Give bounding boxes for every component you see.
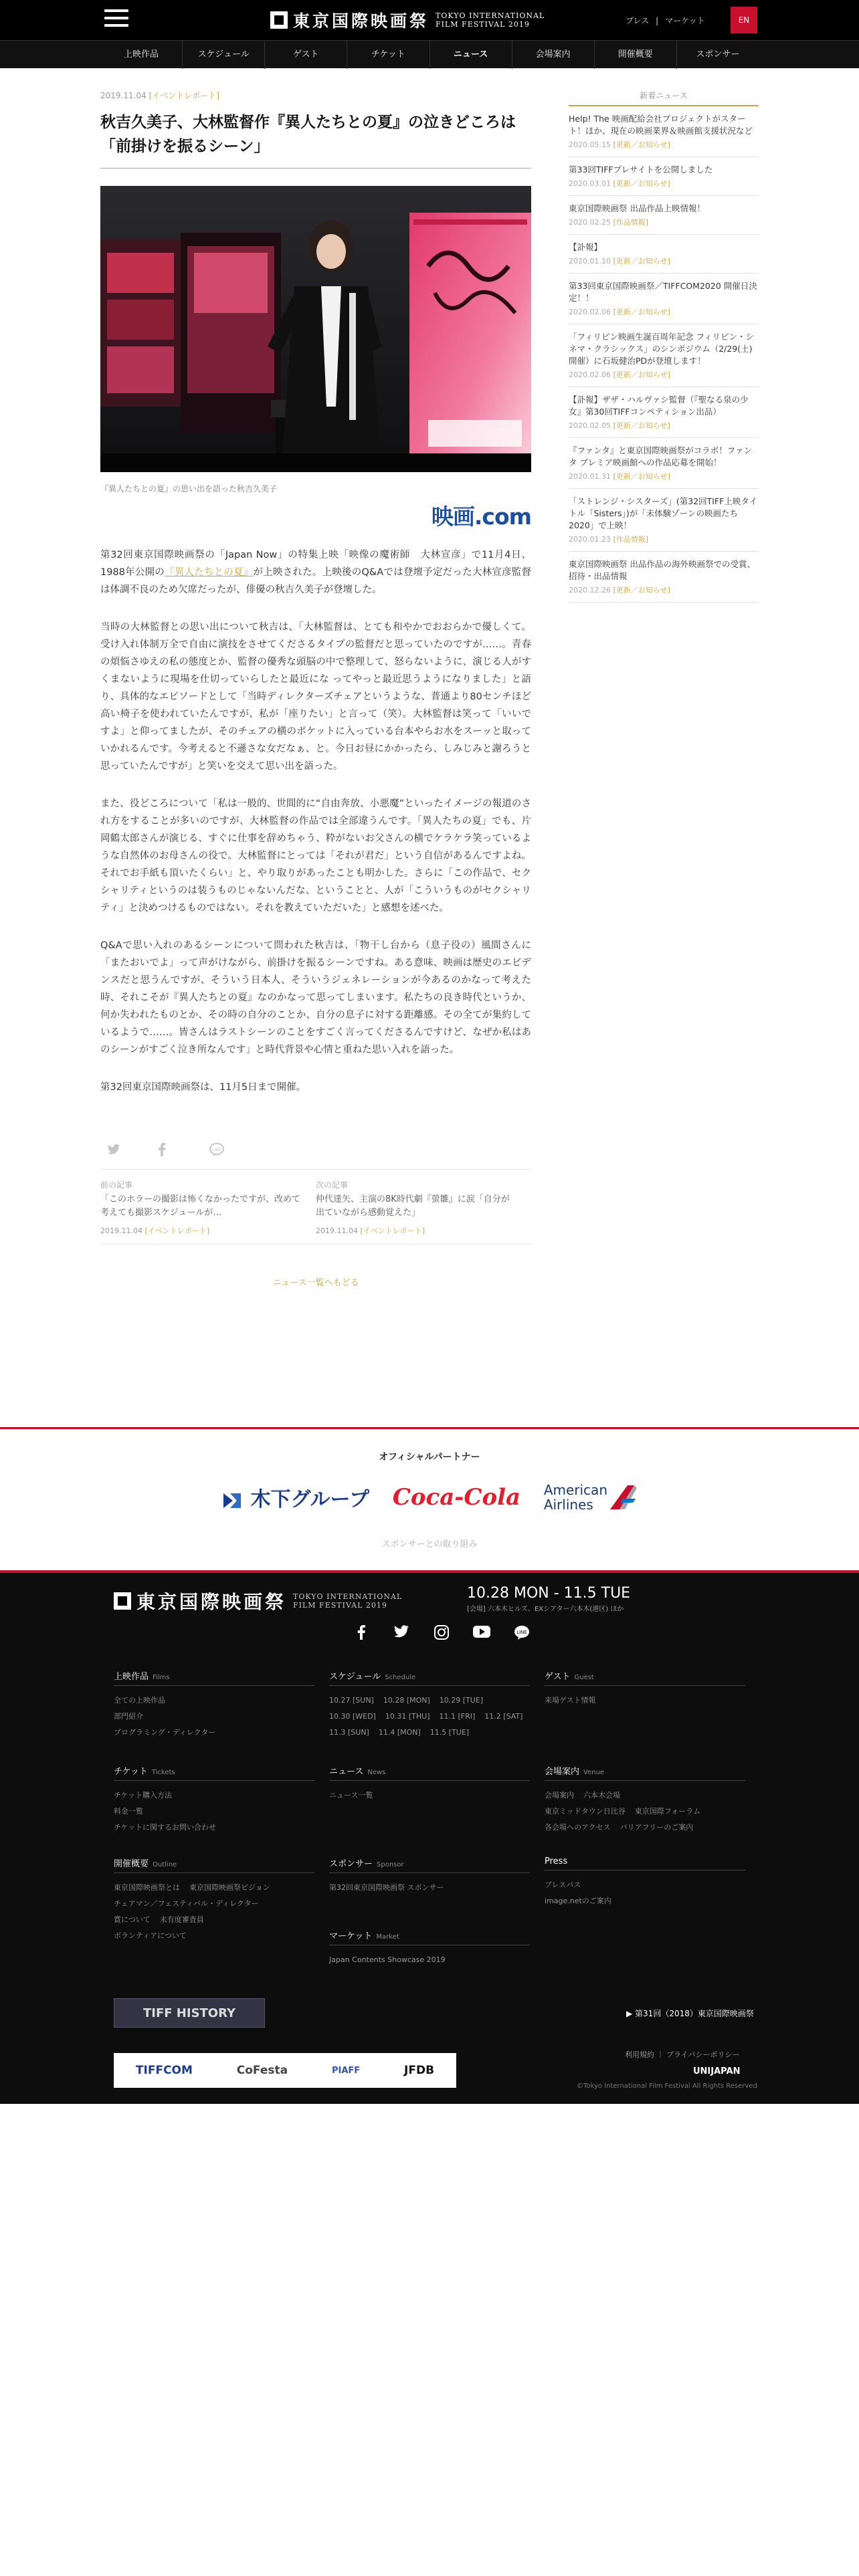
partners-title: オフィシャルパートナー xyxy=(379,1452,480,1463)
news-category[interactable]: [作品情報] xyxy=(613,535,649,544)
sidebar xyxy=(569,90,759,603)
next-label: 次の記事 xyxy=(316,1180,349,1190)
footer-link[interactable]: 未有度審査員 xyxy=(159,1915,204,1924)
logo-en-line2: FILM FESTIVAL 2019 xyxy=(436,20,530,29)
dates-text: 10.28 MON - 11.5 TUE xyxy=(467,1585,631,1602)
logo-mark-icon xyxy=(270,11,288,29)
news-category[interactable]: [更新／お知らせ] xyxy=(613,586,670,595)
logo-en-line1: TOKYO INTERNATIONAL xyxy=(436,11,545,20)
footer-logo-en-line2: FILM FESTIVAL 2019 xyxy=(293,1601,387,1610)
footer-col-en: Schedule xyxy=(385,1674,416,1681)
footer-link[interactable]: 賞について xyxy=(114,1915,151,1924)
film-link[interactable]: 『異人たちとの夏』 xyxy=(165,567,254,578)
next-category[interactable]: [イベントレポート] xyxy=(360,1226,425,1235)
news-title[interactable]: 第33回TIFFプレサイトを公開しました xyxy=(569,165,713,175)
news-meta xyxy=(569,217,759,227)
news-item[interactable] xyxy=(569,157,759,196)
footer-col-venue xyxy=(545,1764,745,1836)
footer-col-en: Films xyxy=(153,1674,170,1681)
site-logo[interactable] xyxy=(270,7,545,33)
footer-col-heading xyxy=(545,1669,745,1686)
eiga-com-logo[interactable]: 映画.com xyxy=(431,504,531,530)
section-divider xyxy=(0,1427,859,1429)
footer-link[interactable]: Japan Contents Showcase 2019 xyxy=(329,1955,446,1964)
news-title[interactable]: Help! The 映画配給会社プロジェクトがスタート！ほか、現在の映画業界＆映画館支援状況など xyxy=(569,114,753,136)
nav-item-schedule[interactable]: スケジュール xyxy=(182,41,264,69)
title-divider xyxy=(100,168,531,169)
news-category[interactable]: [更新／お知らせ] xyxy=(613,421,670,430)
next-title[interactable]: 仲代達矢、主演の8K時代劇『螢雛』に涙「自分が出ていながら感動覚えた」 xyxy=(316,1194,510,1218)
footer-col-links xyxy=(329,1693,532,1741)
schedule-day-link[interactable]: 10.31 [THU] xyxy=(385,1712,430,1721)
prev-category[interactable]: [イベントレポート] xyxy=(145,1226,210,1235)
instagram-icon[interactable] xyxy=(421,1625,462,1643)
next-date: 2019.11.04 xyxy=(316,1226,358,1235)
footer-col-en: Venue xyxy=(583,1769,605,1776)
credit xyxy=(100,500,531,530)
tiff-history-banner[interactable]: TIFF HISTORY xyxy=(114,1998,265,2028)
footer-col-title[interactable]: Press xyxy=(545,1856,568,1866)
footer-link[interactable]: チケット購入方法 xyxy=(114,1791,173,1800)
footer-social xyxy=(341,1625,542,1643)
logo-jp: 東京国際映画祭 xyxy=(293,11,430,31)
footer-col-links xyxy=(114,1788,314,1836)
news-meta xyxy=(569,584,759,595)
jfdb-banner[interactable]: JFDB xyxy=(404,2064,435,2077)
schedule-day-link[interactable]: 10.28 [MON] xyxy=(383,1696,430,1705)
news-category[interactable]: [作品情報] xyxy=(613,218,649,227)
prev-article[interactable] xyxy=(100,1179,316,1236)
footer-col-heading xyxy=(545,1764,745,1781)
youtube-icon[interactable] xyxy=(462,1625,502,1643)
schedule-day-link[interactable]: 10.29 [TUE] xyxy=(439,1696,484,1705)
market-link[interactable]: マーケット xyxy=(665,16,705,25)
related-banners xyxy=(114,2053,456,2088)
footer-col-links xyxy=(545,1788,745,1836)
news-category[interactable]: [更新／お知らせ] xyxy=(613,140,670,149)
news-item[interactable] xyxy=(569,387,759,438)
aa-text-2: Airlines xyxy=(543,1497,593,1513)
footer-col-links xyxy=(329,1952,530,1968)
aa-text-1: American xyxy=(543,1482,607,1498)
footer-col-title[interactable]: チケット xyxy=(114,1767,148,1777)
news-title[interactable]: 『ファンタ』と東京国際映画祭がコラボ！ファンタ プレミア映画館への作品応募を開始！ xyxy=(569,445,753,467)
facebook-icon[interactable] xyxy=(151,1143,202,1162)
news-title[interactable]: 「フィリピン映画生誕百周年記念 フィリピン・シネマ・クラシックス」のシンポジウム（2/29(土)開催）に石坂健治PDが登壇します！ xyxy=(569,332,754,366)
prev-meta xyxy=(100,1225,302,1236)
event-photo-illustration xyxy=(100,186,531,472)
news-date: 2020.02.05 xyxy=(569,421,611,430)
footer-link[interactable]: 会場案内 xyxy=(545,1791,574,1800)
news-title[interactable]: 東京国際映画祭 出品作品上映情報！ xyxy=(569,203,705,213)
footer-col-title[interactable]: ゲスト xyxy=(545,1672,571,1682)
piaff-banner[interactable]: PIAFF xyxy=(331,2065,361,2076)
partner-logos xyxy=(221,1474,638,1521)
news-item[interactable] xyxy=(569,274,759,324)
footer-col-links xyxy=(329,1788,530,1804)
news-date: 2020.05.15 xyxy=(569,140,611,149)
line-icon[interactable] xyxy=(202,1143,253,1162)
footer-col-en: News xyxy=(367,1769,386,1776)
footer-col-films xyxy=(114,1669,314,1741)
next-meta xyxy=(316,1225,518,1236)
nav-item-guest[interactable]: ゲスト xyxy=(264,41,347,69)
footer-link[interactable]: 来場ゲスト情報 xyxy=(545,1696,596,1705)
news-date: 2020.02.25 xyxy=(569,218,611,227)
news-meta xyxy=(569,139,759,150)
nav-item-tickets[interactable]: チケット xyxy=(347,41,429,69)
footer-col-links xyxy=(545,1693,745,1709)
footer-logo-en-line1: TOKYO INTERNATIONAL xyxy=(293,1592,403,1601)
prev-title[interactable]: 「このホラーの撮影は怖くなかったですが、改めて考えても撮影スケジュールが… xyxy=(100,1194,301,1218)
svg-text:LINE: LINE xyxy=(516,1630,527,1635)
news-item[interactable] xyxy=(569,438,759,489)
footer-col-heading xyxy=(114,1856,314,1873)
news-meta xyxy=(569,306,759,317)
news-item[interactable] xyxy=(569,235,759,274)
american-airlines-logo[interactable] xyxy=(544,1483,638,1512)
coca-cola-logo[interactable]: Coca-Cola xyxy=(392,1484,521,1511)
schedule-day-link[interactable]: 11.2 [SAT] xyxy=(484,1712,523,1721)
facebook-icon[interactable] xyxy=(341,1625,381,1643)
footer-col-outline xyxy=(114,1856,314,1944)
footer-col-title[interactable]: 開催概要 xyxy=(114,1859,149,1869)
press-link[interactable]: プレス xyxy=(626,16,650,25)
article-body xyxy=(100,546,531,1096)
past-festival-link[interactable]: ▶ 第31回（2018）東京国際映画祭 xyxy=(626,2009,754,2018)
news-item[interactable] xyxy=(569,489,759,552)
footer-link[interactable]: バリアフリーのご案内 xyxy=(619,1823,694,1832)
article-date: 2019.11.04 xyxy=(100,91,147,100)
footer-col-heading xyxy=(329,1856,530,1873)
footer-col-title[interactable]: マーケット xyxy=(329,1931,373,1941)
line-icon[interactable] xyxy=(502,1625,542,1643)
svg-text:LINE: LINE xyxy=(211,1147,222,1152)
news-category[interactable]: [更新／お知らせ] xyxy=(613,257,670,265)
nav-item-sponsor[interactable]: スポンサー xyxy=(676,41,759,69)
schedule-day-link[interactable]: 10.27 [SUN] xyxy=(329,1696,374,1705)
news-category[interactable]: [更新／お知らせ] xyxy=(613,370,670,379)
news-title[interactable]: 東京国際映画祭 出品作品の海外映画祭での受賞、招待・出品情報 xyxy=(569,559,755,581)
aa-flight-symbol-icon xyxy=(607,1483,638,1512)
news-title[interactable]: 第33回東京国際映画祭／TIFFCOM2020 開催日決定！！ xyxy=(569,281,757,303)
footer-col-heading xyxy=(114,1764,314,1781)
kinoshita-logo[interactable] xyxy=(221,1483,369,1512)
header-links xyxy=(622,15,708,26)
sidebar-heading: 新着ニュース xyxy=(569,90,759,106)
footer-link[interactable]: チケットに関するお問い合わせ xyxy=(114,1823,217,1832)
main-nav xyxy=(0,40,859,68)
footer-link[interactable]: 東京国際映画祭ビジョン xyxy=(189,1883,270,1892)
news-date: 2020.01.31 xyxy=(569,472,611,481)
news-date: 2020.01.23 xyxy=(569,535,611,544)
footer-link[interactable]: ボランティアについて xyxy=(114,1931,187,1940)
news-category[interactable]: [更新／お知らせ] xyxy=(613,472,670,481)
footer-link[interactable]: 全ての上映作品 xyxy=(114,1696,165,1705)
site-footer xyxy=(0,1570,859,2104)
footer-col-links xyxy=(114,1693,314,1741)
kinoshita-mark-icon xyxy=(221,1491,244,1511)
paragraph-text: が上映された。上映後のQ&Aでは登壇予定だった大林宣彦監督は体調不良のため欠席だったが、俳優の秋吉久美子が登壇した。 xyxy=(100,567,532,595)
footer-col-links xyxy=(114,1880,314,1944)
paragraph-text: 第32回東京国際映画祭の「Japan Now」の特集上映「映像の魔術師 大林宣彦」で11月4日、1988年公開の xyxy=(100,550,531,578)
news-date: 2020.02.06 xyxy=(569,308,611,316)
language-switch[interactable]: EN xyxy=(731,7,757,33)
next-article[interactable] xyxy=(316,1179,531,1236)
news-category[interactable]: [更新／お知らせ] xyxy=(613,308,670,316)
footer-link[interactable]: 料金一覧 xyxy=(114,1807,143,1816)
news-item[interactable] xyxy=(569,106,759,157)
footer-top-border xyxy=(0,1570,859,1573)
menu-icon[interactable] xyxy=(104,9,128,29)
footer-logo-en xyxy=(293,1592,402,1610)
footer-col-en: Market xyxy=(376,1933,399,1941)
footer-col-heading xyxy=(329,1764,530,1781)
article-paragraph: Q&Aで思い入れのあるシーンについて問われた秋吉は、「物干し台から（息子役の）風間さんに「またおいでよ」って声がけながら、前掛けを振るシーンですね。ある意味、映画は歴史のエビデンスだと思うんですが、そういう日本人、そういうジェネレーションが今あるのかなって考えた時、それこそが『異人たちとの夏』なのかなって思ってしまいます。私たちの良き時代というか、何か失われたものとか、その時の自分のことか、自分の息子に対する距離感。その全てが集約しているようで……。皆さんはラストシーンのことをすごく言ってくださるんですけど、なぜか私はあのシーンがすごく泣き所なんです」と時代背景や心情と重ねた思い入れを語った。 xyxy=(100,940,531,1055)
news-title[interactable]: 【訃報】 xyxy=(569,242,603,252)
news-item[interactable] xyxy=(569,196,759,235)
cofesta-banner[interactable]: CoFesta xyxy=(236,2064,288,2077)
photo-caption: 『異人たちとの夏』の思い出を語った秋吉久美子 xyxy=(100,484,278,494)
footer-col-title[interactable]: ニュース xyxy=(329,1767,364,1777)
news-item[interactable] xyxy=(569,324,759,387)
footer-col-sponsor xyxy=(329,1856,530,1896)
footer-link[interactable]: プレスパス xyxy=(545,1881,581,1889)
footer-link[interactable]: 東京ミッドタウン日比谷 xyxy=(545,1807,626,1816)
footer-col-tickets xyxy=(114,1764,314,1836)
article xyxy=(100,90,531,1288)
share-bar xyxy=(100,1143,531,1170)
nav-item-news[interactable]: ニュース xyxy=(430,41,512,69)
news-meta xyxy=(569,178,759,189)
footer-link[interactable]: 東京国際フォーラム xyxy=(634,1807,701,1816)
sponsor-link[interactable]: スポンサーとの取り組み xyxy=(381,1539,478,1549)
footer-col-title[interactable]: スケジュール xyxy=(329,1672,381,1682)
news-date: 2020.12.26 xyxy=(569,586,611,595)
copyright: ©Tokyo International Film Festival All Rights Reserved xyxy=(577,2082,757,2090)
logo-en xyxy=(436,11,545,29)
footer-col-links xyxy=(329,1880,530,1896)
article-paragraph: 当時の大林監督との思い出について秋吉は、「大林監督は、とても和やかでおおらかで優しくて。受け入れ体制万全で自由に演技をさせてくださるタイプの監督だと思っていたのですが……。青春の煩悩さゆえの私の態度とか、監督の優秀な頭脳の中で整理して、怒らないように、演じる人がすくまないように現場を仕切っていらしたと最近にな ってやっと最近思うようになりました」と語り、具体的なエピソードとして「当時ディレクターズチェアというような、普通より80センチほど高い椅子を使われていたんですが、私が「座りたい」と言って（笑）。大林監督は笑って「いいですよ」と仰ってましたが、そのチェアの横のポケットに入っている台本やらお水をスーッと取っていかれるんです。今考えると不遜さな女だなぁ、と。今日お昼にかかったら、しみじみと謝ろうと思っていたんですが」と笑いを交えて思い出を語った。 xyxy=(100,622,531,772)
footer-col-schedule xyxy=(329,1669,532,1741)
tiffcom-banner[interactable]: TIFFCOM xyxy=(135,2064,193,2077)
nav-item-outline[interactable]: 開催概要 xyxy=(594,41,676,69)
article-category[interactable]: [イベントレポート] xyxy=(149,91,219,100)
schedule-day-link[interactable]: 10.30 [WED] xyxy=(329,1712,376,1721)
article-paragraph xyxy=(100,546,531,599)
kinoshita-text: 木下グループ xyxy=(250,1488,370,1511)
prev-next-nav xyxy=(100,1179,531,1245)
footer-col-en: Guest xyxy=(574,1674,594,1681)
schedule-day-link[interactable]: 11.3 [SUN] xyxy=(329,1728,369,1737)
twitter-icon[interactable] xyxy=(100,1143,151,1162)
footer-col-news xyxy=(329,1764,530,1804)
footer-col-en: Outline xyxy=(153,1861,177,1868)
festival-dates xyxy=(467,1585,630,1613)
header-sep: | xyxy=(656,16,659,25)
venue-text: [会場] 六本木ヒルズ、EXシアター六本木(港区) ほか xyxy=(467,1606,624,1613)
footer-col-guest xyxy=(545,1669,745,1709)
article-title: 秋吉久美子、大林監督作『異人たちとの夏』の泣きどころは「前掛けを振るシーン」 xyxy=(100,114,516,155)
footer-logo[interactable] xyxy=(114,1588,402,1614)
footer-link[interactable]: ニュース一覧 xyxy=(329,1791,373,1800)
back-to-news-link[interactable]: ニュース一覧へもどる xyxy=(272,1278,359,1288)
footer-col-title[interactable]: 上映作品 xyxy=(114,1672,149,1682)
schedule-day-link[interactable]: 11.4 [MON] xyxy=(378,1728,421,1737)
footer-link[interactable]: チェアマン／フェスティバル・ディレクター xyxy=(114,1899,259,1908)
footer-col-links xyxy=(545,1877,745,1909)
nav-item-films[interactable]: 上映作品 xyxy=(124,49,159,60)
footer-col-heading xyxy=(545,1856,745,1870)
article-meta xyxy=(100,90,531,101)
prev-label: 前の記事 xyxy=(100,1180,133,1190)
news-title[interactable]: 【訃報】ザザ・ハルヴァシ監督（『聖なる泉の少女』第30回TIFFコンペティション出品） xyxy=(569,395,749,417)
news-date: 2020.02.06 xyxy=(569,370,611,379)
footer-logo-mark-icon xyxy=(114,1592,131,1610)
news-meta xyxy=(569,369,759,380)
news-meta xyxy=(569,255,759,266)
footer-col-heading xyxy=(329,1669,530,1686)
footer-col-press xyxy=(545,1856,745,1909)
footer-link[interactable]: image.netのご案内 xyxy=(545,1897,611,1905)
article-photo xyxy=(100,186,531,472)
schedule-day-link[interactable]: 11.1 [FRI] xyxy=(439,1712,476,1721)
news-meta xyxy=(569,420,759,431)
footer-link[interactable]: 各会場へのアクセス xyxy=(545,1823,611,1832)
nav-item-venue[interactable]: 会場案内 xyxy=(512,41,594,69)
footer-col-title[interactable]: スポンサー xyxy=(329,1859,373,1869)
footer-col-en: Tickets xyxy=(151,1769,175,1776)
news-meta xyxy=(569,534,759,544)
prev-date: 2019.11.04 xyxy=(100,1226,142,1235)
news-date: 2020.03.01 xyxy=(569,179,611,188)
footer-col-heading xyxy=(329,1929,530,1945)
legal-links[interactable]: 利用規約 ｜ プライバシーポリシー xyxy=(625,2050,740,2059)
site-header xyxy=(0,0,859,40)
footer-col-title[interactable]: 会場案内 xyxy=(545,1767,580,1777)
news-item[interactable] xyxy=(569,552,759,603)
article-paragraph: 第32回東京国際映画祭は、11月5日まで開催。 xyxy=(100,1082,306,1093)
news-title[interactable]: 「ストレンジ・シスターズ」(第32回TIFF上映タイトル「Sisters」)が「未体験ゾーンの映画たち 2020」で上映！ xyxy=(569,496,758,530)
footer-col-heading xyxy=(114,1669,314,1686)
news-date: 2020.01.10 xyxy=(569,257,611,265)
footer-link[interactable]: 東京国際映画祭とは xyxy=(114,1883,180,1892)
news-meta xyxy=(569,471,759,481)
footer-link[interactable]: 第32回東京国際映画祭 スポンサー xyxy=(329,1883,444,1892)
schedule-day-link[interactable]: 11.5 [TUE] xyxy=(430,1728,470,1737)
twitter-icon[interactable] xyxy=(381,1625,421,1643)
footer-link[interactable]: 六本木会場 xyxy=(583,1791,620,1800)
news-category[interactable]: [更新／お知らせ] xyxy=(613,179,670,188)
footer-col-en: Sponsor xyxy=(377,1861,404,1868)
unijapan-logo[interactable]: UNIJAPAN xyxy=(693,2066,741,2076)
footer-col-market xyxy=(329,1929,530,1968)
article-paragraph: また、役どころについて「私は一般的、世間的に“自由奔放、小悪魔”といったイメージの報道のされ方をすることが多いのですが、大林監督の作品では全部違うんです。「異人たちの夏」でも、片岡鶴太郎さんが演じる、すぐに仕事を辞めちゃう、粋がないお父さんの横でケラケラ笑っているような自然体のお母さんの役で。大林監督にとっては「それが君だ」という自信があるんですよね。それでお手紙も頂いたくらい」と、やり取りがあったことも明かした。さらに「この作品で、セクシャリティというのは装うものじゃないんだな、ということと、人が「こういうものがセクシャリティ」と決めつけるものではない。それを教えていただいた」と感想を述べた。 xyxy=(100,798,531,914)
footer-link[interactable]: プログラミング・ディレクター xyxy=(114,1728,216,1737)
footer-link[interactable]: 部門紹介 xyxy=(114,1712,143,1721)
footer-logo-jp: 東京国際映画祭 xyxy=(136,1591,287,1613)
news-list xyxy=(569,106,759,603)
